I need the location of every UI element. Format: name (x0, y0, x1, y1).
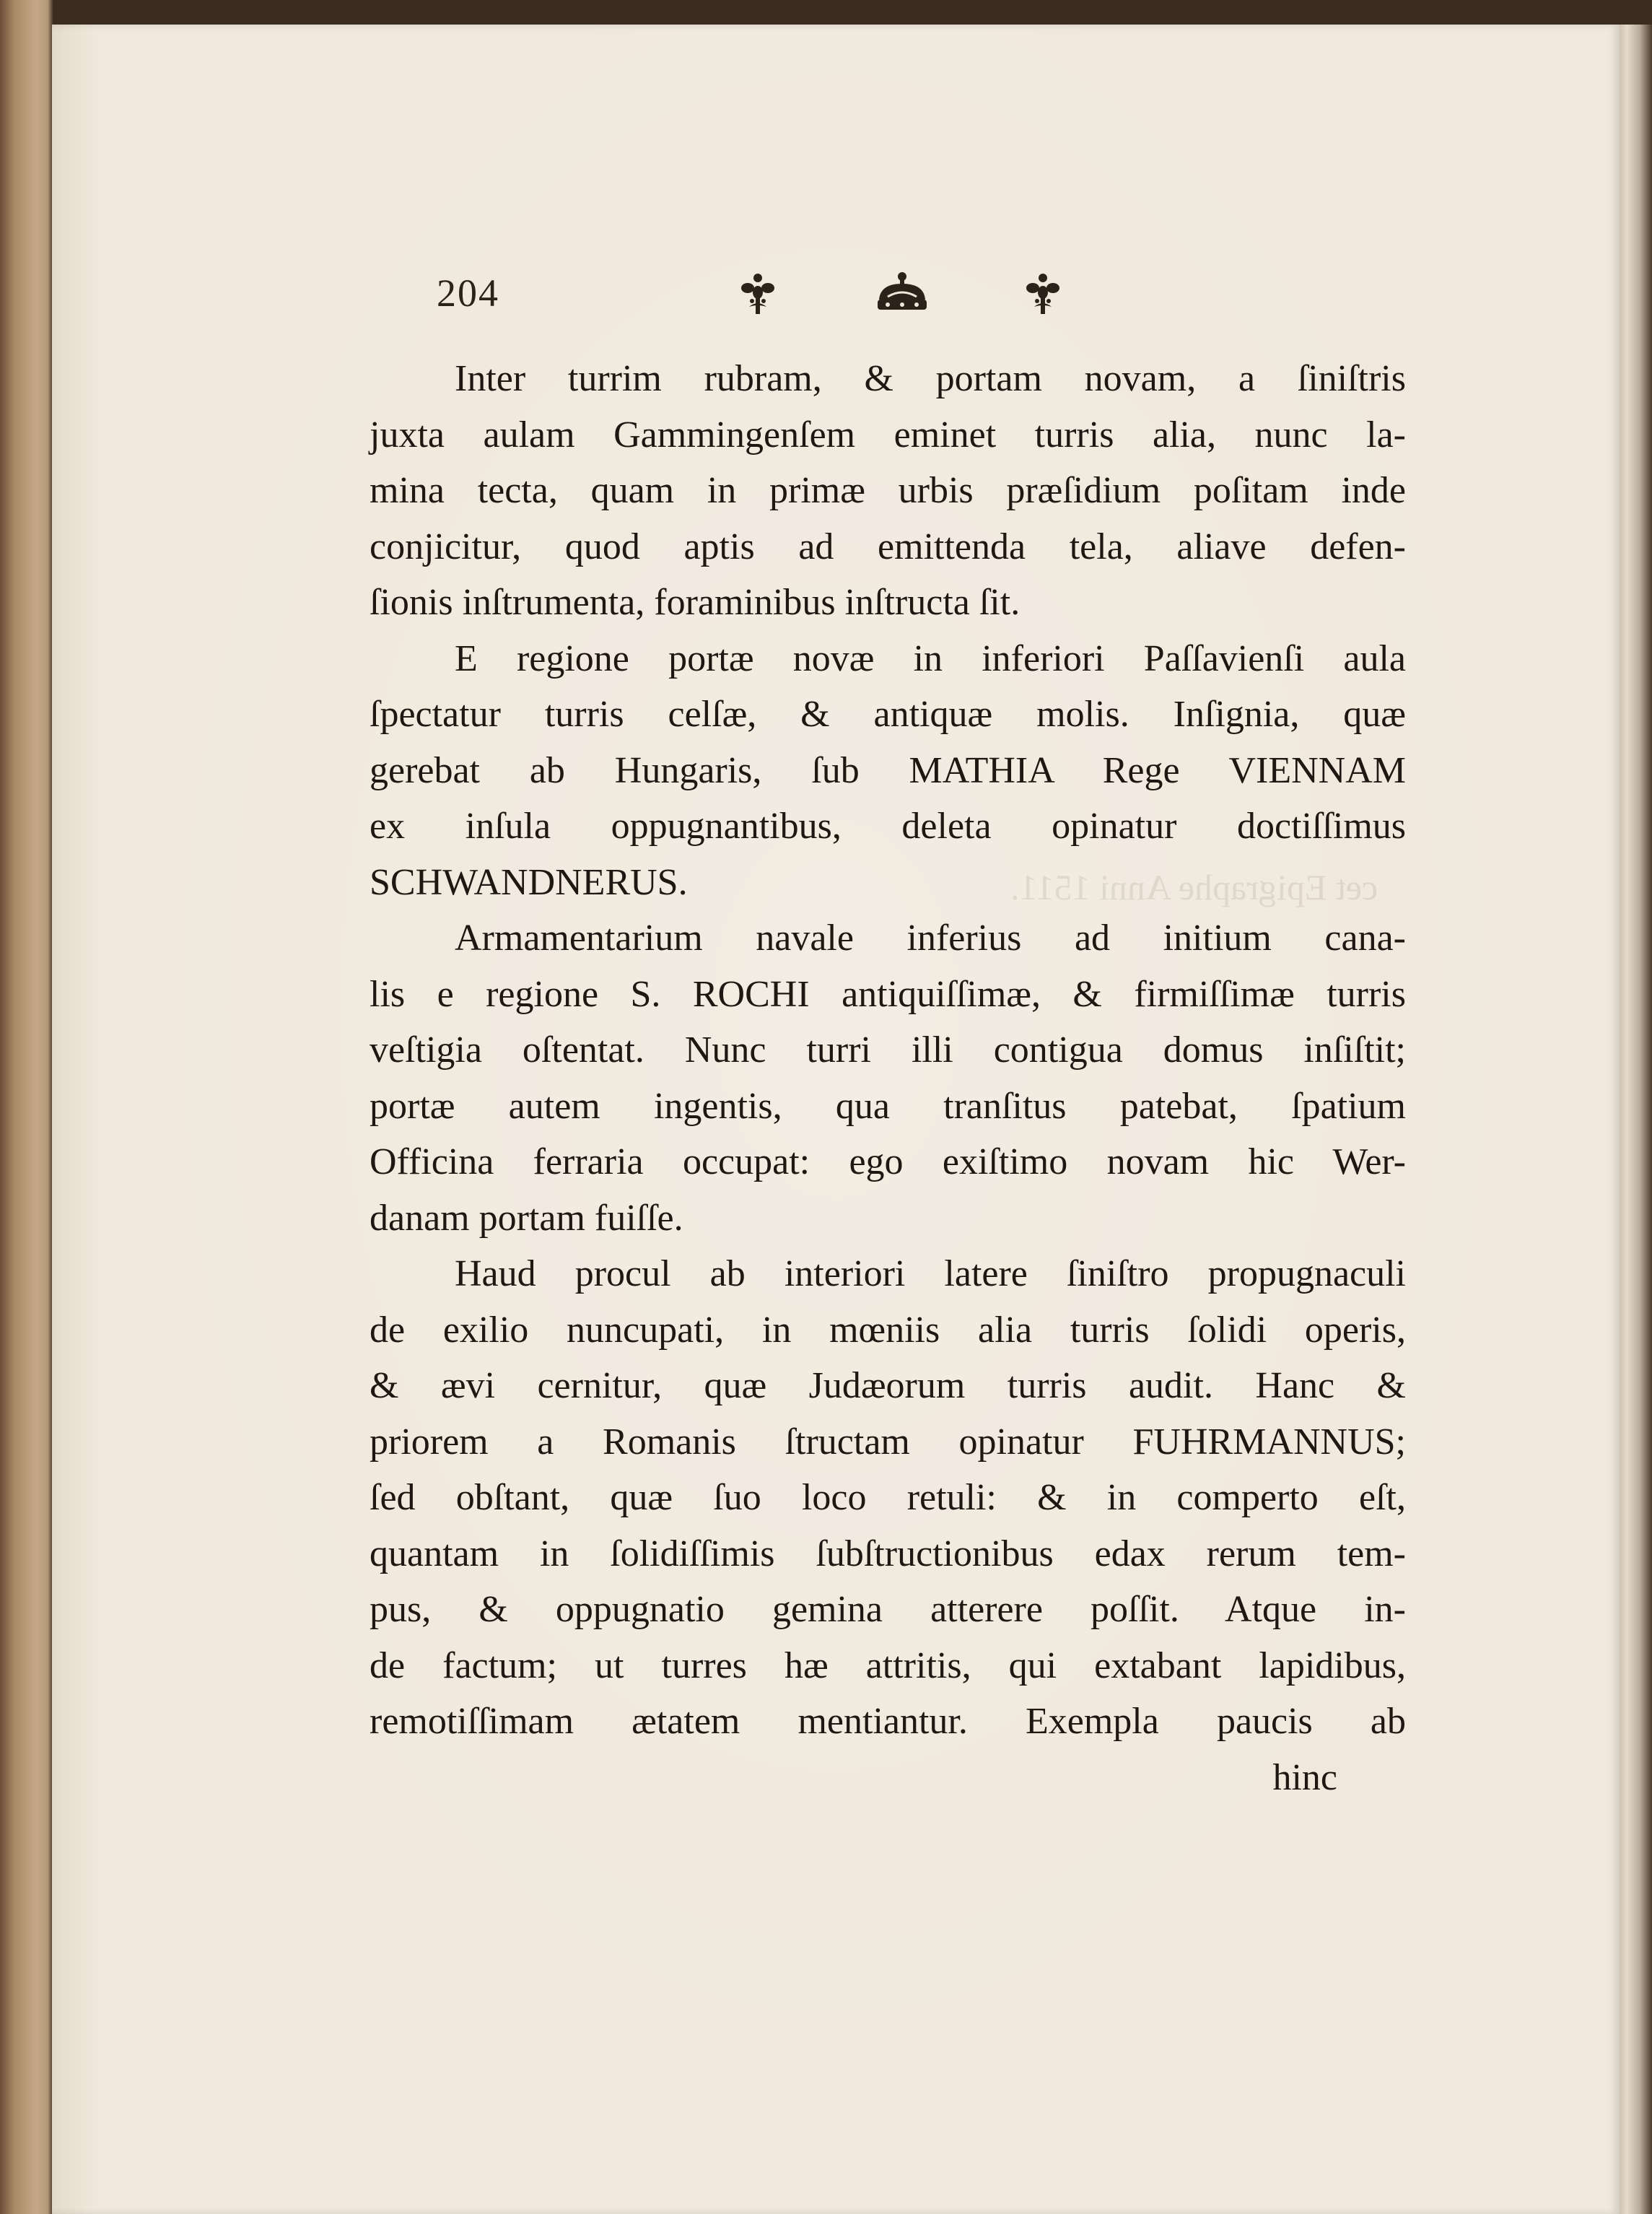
text-line: ſed obſtant, quæ ſuo loco retuli: & in comperto eſt, (370, 1477, 1406, 1518)
text-line: juxta aulam Gammingenſem eminet turris alia, nunc la- (370, 414, 1406, 456)
text-line: Armamentarium navale inferius ad initium cana- (455, 918, 1406, 959)
text-line: gerebat ab Hungaris, ſub MATHIA Rege VIENNAM (370, 749, 1406, 791)
text-line: conjicitur, quod aptis ad emittenda tela, aliave defen- (370, 526, 1406, 567)
text-line: Inter turrim rubram, & portam novam, a ſiniſtris (455, 358, 1406, 399)
page-stack-edge (1620, 25, 1652, 2214)
fleuron-icon (1021, 271, 1065, 321)
catchword: hinc (1272, 1756, 1337, 1798)
fleuron-icon (736, 271, 779, 321)
text-line: portæ autem ingentis, qua tranſitus patebat, ſpatium (370, 1085, 1406, 1127)
text-line: lis e regione S. ROCHI antiquiſſimæ, & firmiſſimæ turris (370, 973, 1406, 1015)
text-line: danam portam fuiſſe. (370, 1197, 683, 1239)
paragraph (370, 1246, 1406, 1750)
running-header (437, 271, 1231, 328)
text-line: remotiſſimam ætatem mentiantur. Exempla paucis ab (370, 1701, 1406, 1742)
text-line: ſpectatur turris celſæ, & antiquæ molis. Inſignia, quæ (370, 694, 1406, 735)
text-line: quantam in ſolidiſſimis ſubſtructionibus edax rerum tem- (370, 1533, 1406, 1574)
show-through-text: cet Epigraphe Anni 1511. (1010, 867, 1378, 907)
text-line: ſionis inſtrumenta, foraminibus inſtructa ſit. (370, 582, 1021, 623)
text-line: de factum; ut turres hæ attritis, qui extabant lapidibus, (370, 1644, 1406, 1686)
text-line: Officina ferraria occupat: ego exiſtimo novam hic Wer- (370, 1141, 1406, 1182)
text-line: Haud procul ab interiori latere ſiniſtro propugnaculi (455, 1253, 1406, 1294)
text-line: & ævi cernitur, quæ Judæorum turris audit. Hanc & (370, 1365, 1406, 1406)
paragraph (370, 631, 1406, 911)
text-line: pus, & oppugnatio gemina atterere poſſit. Atque in- (370, 1589, 1406, 1630)
text-line: E regione portæ novæ in inferiori Paſſavienſi aula (455, 637, 1406, 679)
body-text (370, 351, 1406, 1805)
text-line: veſtigia oſtentat. Nunc turri illi contigua domus inſiſtit; (370, 1029, 1406, 1071)
paragraph (370, 351, 1406, 631)
text-line: ex inſula oppugnantibus, deleta opinatur doctiſſimus (370, 806, 1406, 847)
text-line: SCHWANDNERUS. (370, 861, 688, 903)
page-number: 204 (437, 271, 499, 315)
text-line: de exilio nuncupati, in mœniis alia turris ſolidi operis, (370, 1309, 1406, 1351)
paragraph (370, 910, 1406, 1246)
crown-icon (873, 271, 931, 321)
text-line: mina tecta, quam in primæ urbis præſidium poſitam inde (370, 470, 1406, 511)
text-line: priorem a Romanis ſtructam opinatur FUHRMANNUS; (370, 1421, 1406, 1463)
